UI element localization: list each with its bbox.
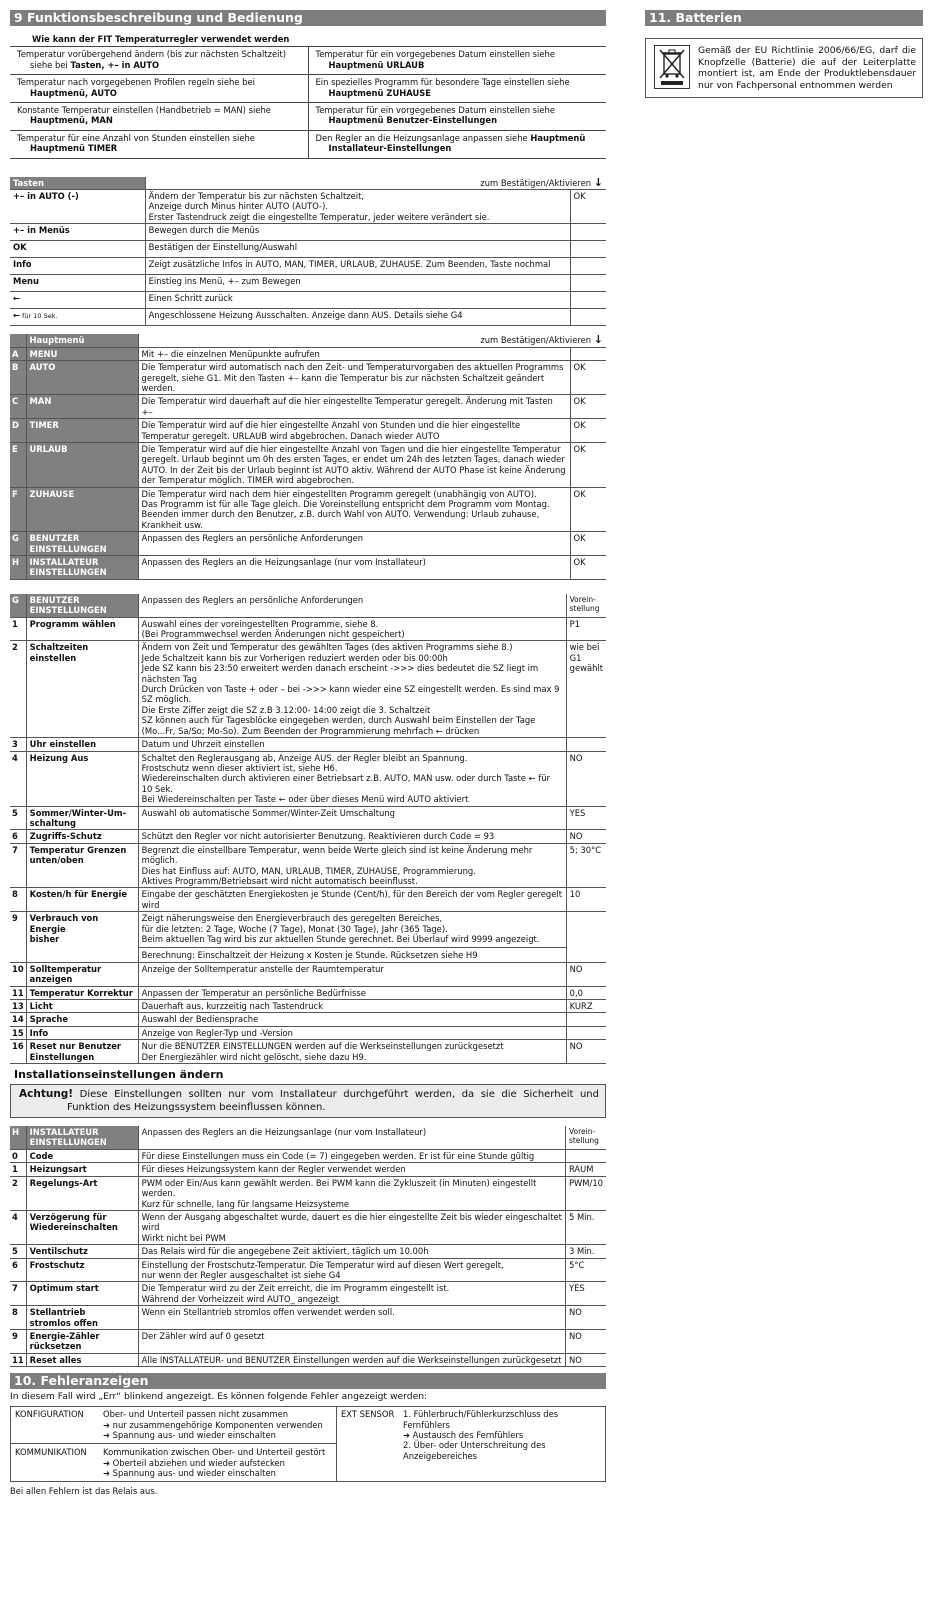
key-description: Einstieg ins Menü, +– zum Bewegen [145, 275, 570, 292]
setting-label: Schaltzeiten einstellen [26, 641, 138, 738]
setting-description: Ändern von Zeit und Temperatur des gewählten Tages (des aktiven Programms siehe 8.) Jede Schaltzeit kann bis zur Vorherigen reduziert werden oder bis 00:00h Jede SZ kann bis 23:50 erweitert werden danach erscheint ->>> dies bedeutet die SZ liegt im nächsten Tag Durch Drücken von Taste + oder – bei ->>> kann wieder eine SZ eingestellt werden. Es sind max 9 SZ möglich. Die Erste Ziffer zeigt die SZ z.B 3.12:00- 14:00 zeigt die 3. Schaltzeit SZ können auch für Tagesblöcke eingegeben werden, durch Auswahl beim Einstellen der Tage (Mo...Fr, Sa/So; Mo-So). Zum Beenden der Programmierung mehrfach ← drücken [138, 641, 566, 738]
setting-label: Optimum start [26, 1282, 138, 1306]
table-row [10, 962, 606, 986]
table-row [10, 395, 606, 419]
setting-description: Wenn ein Stellantrieb stromlos offen verwendet werden soll. [138, 1306, 565, 1330]
right-column [645, 10, 923, 98]
table-row [10, 442, 606, 487]
menu-letter: D [10, 419, 26, 443]
key-label: ← [10, 292, 145, 309]
menu-label: URLAUB [26, 442, 138, 487]
setting-label: Solltemperatur anzeigen [26, 962, 138, 986]
tasten-header: Tasten [10, 177, 145, 190]
left-column [10, 10, 606, 1496]
error-footnote: Bei allen Fehlern ist das Relais aus. [10, 1485, 158, 1496]
setting-label: Code [26, 1149, 138, 1162]
install-title: Installationseinstellungen ändern [14, 1068, 224, 1082]
menu-label: BENUTZER EINSTELLUNGEN [26, 532, 138, 556]
menu-description: Die Temperatur wird auf die hier eingestellte Anzahl von Stunden und die hier eingestellte Temperatur geregelt. URLAUB wird abgebrochen. Danach wieder AUTO [138, 419, 570, 443]
intro-cell: Temperatur für ein vorgegebenes Datum einstellen siehe Hauptmenü Benutzer-Einstellungen [308, 103, 606, 131]
tasten-confirm: zum Bestätigen/Aktivieren ↓ [145, 177, 606, 190]
key-label: +– in AUTO (-) [10, 190, 145, 224]
setting-label: Programm wählen [26, 617, 138, 641]
setting-description: Dauerhaft aus, kurzzeitig nach Tastendruck [138, 1000, 566, 1013]
setting-label: Info [26, 1026, 138, 1039]
setting-default: 5°C [565, 1258, 606, 1282]
table-row [10, 1353, 606, 1366]
setting-label: Reset alles [26, 1353, 138, 1366]
section-label: BENUTZER EINSTELLUNGEN [26, 594, 138, 617]
key-default [570, 309, 606, 326]
tasten-table [10, 177, 606, 327]
menu-default: OK [570, 532, 606, 556]
setting-default: wie bei G1 gewählt [566, 641, 606, 738]
error-kommunikation-desc: Kommunikation zwischen Ober- und Unterteil gestört ➜ Oberteil abziehen und wieder aufstecken ➜ Spannung aus- und wieder einschalten [103, 1447, 326, 1479]
setting-label: Uhr einstellen [26, 738, 138, 751]
menu-letter: F [10, 487, 26, 532]
setting-number: 4 [10, 1210, 26, 1244]
setting-default: 5; 30°C [566, 843, 606, 888]
error-ext-sensor-desc: 1. Fühlerbruch/Fühlerkurzschluss des Fernfühlers ➜ Austausch des Fernfühlers 2. Über- oder Unterschreitung des Anzeigebereiches [403, 1409, 559, 1461]
error-intro: In diesem Fall wird „Err“ blinkend angezeigt. Es können folgende Fehler angezeigt werden: [10, 1391, 428, 1403]
setting-label: Temperatur Korrektur [26, 986, 138, 999]
setting-default [566, 738, 606, 751]
setting-number: 3 [10, 738, 26, 751]
setting-description: Auswahl eines der voreingestellten Programme, siehe 8. (Bei Programmwechsel werden Änderungen nicht gespeichert) [138, 617, 566, 641]
setting-label: Zugriffs-Schutz [26, 830, 138, 843]
setting-number: 0 [10, 1149, 26, 1162]
menu-default [570, 347, 606, 360]
setting-default [566, 1013, 606, 1026]
setting-description: Anzeige von Regler-Typ und -Version [138, 1026, 566, 1039]
table-row [10, 1282, 606, 1306]
key-default [570, 292, 606, 309]
battery-text: Gemäß der EU Richtlinie 2006/66/EG, darf die Knopfzelle (Batterie) die auf der Leiterplatte montiert ist, am Ende der Produktlebensdauer nur von Fachpersonal entnommen werden [698, 45, 916, 91]
key-default [570, 258, 606, 275]
setting-number: 16 [10, 1040, 26, 1064]
table-header-row [10, 594, 606, 617]
setting-description: Für dieses Heizungssystem kann der Regler verwendet werden [138, 1163, 565, 1176]
intro-cell: Temperatur für ein vorgegebenes Datum einstellen siehe Hauptmenü URLAUB [308, 47, 606, 75]
menu-description: Die Temperatur wird auf die hier eingestellte Anzahl von Tagen und die hier eingestellte Temperatur geregelt. Urlaub beginnt um 0h des ersten Tages, er endet um 24h des letzten Tages, danach wieder AUTO. In der Zeit bis der Urlaub beginnt ist AUTO aktiv. Während der AUTO Phase ist keine Änderung der Temperatur möglich. TIMER wird abgebrochen. [138, 442, 570, 487]
table-row [10, 190, 606, 224]
setting-description: Die Temperatur wird zu der Zeit erreicht, die im Programm eingestellt ist. Während der Vorheizzeit wird AUTO_ angezeigt [138, 1282, 565, 1306]
menu-label: ZUHAUSE [26, 487, 138, 532]
setting-default: 10 [566, 888, 606, 912]
table-row [10, 751, 606, 806]
setting-default [566, 1026, 606, 1039]
key-label: Info [10, 258, 145, 275]
setting-description: Das Relais wird für die angegebene Zeit aktiviert, täglich um 10.00h [138, 1245, 565, 1258]
setting-description: Der Zähler wird auf 0 gesetzt [138, 1329, 565, 1353]
setting-description: Datum und Uhrzeit einstellen [138, 738, 566, 751]
menu-letter: H [10, 556, 26, 580]
setting-description: Alle INSTALLATEUR- und BENUTZER Einstellungen werden auf die Werkseinstellungen zurückgesetzt [138, 1353, 565, 1366]
setting-number: 8 [10, 888, 26, 912]
table-header-row [10, 1126, 606, 1149]
key-description: Zeigt zusätzliche Infos in AUTO, MAN, TIMER, URLAUB, ZUHAUSE. Zum Beenden, Taste nochmal [145, 258, 570, 275]
intro-table [10, 32, 606, 159]
section-letter: G [10, 594, 26, 617]
hauptmenu-header: Hauptmenü [26, 334, 138, 347]
setting-number: 1 [10, 1163, 26, 1176]
menu-label: INSTALLATEUR EINSTELLUNGEN [26, 556, 138, 580]
setting-label: Frostschutz [26, 1258, 138, 1282]
setting-default: NO [565, 1329, 606, 1353]
error-konfiguration-desc: Ober- und Unterteil passen nicht zusammen ➜ nur zusammengehörige Komponenten verwenden ➜ Spannung aus- und wieder einschalten [103, 1409, 323, 1440]
table-row [10, 888, 606, 912]
setting-label: Energie-Zähler rücksetzen [26, 1329, 138, 1353]
setting-description: Schaltet den Reglerausgang ab, Anzeige AUS. der Regler bleibt an Spannung. Frostschutz wenn dieser aktiviert ist, siehe H6. Wiedereinschalten durch aktivieren einer Betriebsart z.B. AUTO, MAN usw. oder durch Taste ← für 10 Sek. Bei Wiedereinschalten per Taste ← oder über dieses Menü wird AUTO aktiviert [138, 751, 566, 806]
menu-default: OK [570, 556, 606, 580]
setting-number: 14 [10, 1013, 26, 1026]
table-row [10, 830, 606, 843]
table-row [10, 275, 606, 292]
menu-default: OK [570, 361, 606, 395]
menu-label: MAN [26, 395, 138, 419]
setting-description: Anzeige der Solltemperatur anstelle der Raumtemperatur [138, 962, 566, 986]
setting-number: 2 [10, 641, 26, 738]
setting-description: Eingabe der geschätzten Energiekosten je Stunde (Cent/h), für den Bereich der vom Regler geregelt wird [138, 888, 566, 912]
setting-default: NO [566, 751, 606, 806]
table-row [10, 1013, 606, 1026]
setting-default: NO [566, 962, 606, 986]
setting-default [566, 912, 606, 963]
key-label: ← für 10 Sek. [10, 309, 145, 326]
table-row [10, 1163, 606, 1176]
setting-number: 2 [10, 1176, 26, 1210]
table-row [10, 1000, 606, 1013]
key-description: Bestätigen der Einstellung/Auswahl [145, 241, 570, 258]
menu-letter: A [10, 347, 26, 360]
intro-cell: Den Regler an die Heizungsanlage anpassen siehe Hauptmenü Installateur-Einstellungen [308, 130, 606, 158]
setting-description: Zeigt näherungsweise den Energieverbrauch des geregelten Bereiches, für die letzten: 2 Tage, Woche (7 Tage), Monat (30 Tage), Jahr (365 Tage). Beim aktuellen Tag wird bis zur aktuellen Stunde gerechnet. Bei Überlauf wird 9999 angezeigt. Berechnung: Einschaltzeit der Heizung x Kosten je Stunde. Rücksetzen siehe H9 [138, 912, 566, 963]
intro-title: Wie kann der FIT Temperaturregler verwendet werden [10, 32, 606, 47]
setting-default: RAUM [565, 1163, 606, 1176]
warning-label: Achtung! [19, 1088, 74, 1101]
table-row [10, 532, 606, 556]
setting-number: 7 [10, 843, 26, 888]
setting-description: Wenn der Ausgang abgeschaltet wurde, dauert es die hier eingestellte Zeit bis wieder eingeschaltet wird Wirkt nicht bei PWM [138, 1210, 565, 1244]
table-row [10, 843, 606, 888]
table-row [10, 912, 606, 963]
key-default [570, 224, 606, 241]
section-letter: H [10, 1126, 26, 1149]
setting-label: Temperatur Grenzen unten/oben [26, 843, 138, 888]
table-row [10, 556, 606, 580]
hauptmenu-table [10, 334, 606, 580]
setting-number: 15 [10, 1026, 26, 1039]
setting-default: NO [566, 830, 606, 843]
error-konfiguration: KONFIGURATION [15, 1409, 84, 1420]
arrow-down-icon: ↓ [593, 333, 603, 347]
table-row [10, 1329, 606, 1353]
setting-number: 8 [10, 1306, 26, 1330]
setting-number: 4 [10, 751, 26, 806]
setting-number: 6 [10, 1258, 26, 1282]
setting-default: 0,0 [566, 986, 606, 999]
error-table [10, 1406, 606, 1481]
table-row [10, 617, 606, 641]
table-row [10, 361, 606, 395]
setting-label: Verbrauch von Energie bisher [26, 912, 138, 963]
arrow-down-icon: ↓ [593, 175, 603, 189]
table-row [10, 986, 606, 999]
installateur-table [10, 1126, 606, 1367]
table-row [10, 1210, 606, 1244]
menu-letter: G [10, 532, 26, 556]
setting-description: PWM oder Ein/Aus kann gewählt werden. Bei PWM kann die Zykluszeit (in Minuten) eingestellt werden. Kurz für schnelle, lang für langsame Heizsysteme [138, 1176, 565, 1210]
intro-cell: Temperatur nach vorgegebenen Profilen regeln siehe bei Hauptmenü, AUTO [10, 75, 308, 103]
setting-label: Heizung Aus [26, 751, 138, 806]
error-kommunikation: KOMMUNIKATION [15, 1447, 87, 1458]
setting-number: 13 [10, 1000, 26, 1013]
intro-cell: Ein spezielles Programm für besondere Tage einstellen siehe Hauptmenü ZUHAUSE [308, 75, 606, 103]
setting-label: Kosten/h für Energie [26, 888, 138, 912]
setting-label: Reset nur Benutzer Einstellungen [26, 1040, 138, 1064]
section-description: Anpassen des Reglers an die Heizungsanlage (nur vom Installateur) [138, 1126, 565, 1149]
table-row [10, 258, 606, 275]
table-row [10, 738, 606, 751]
setting-default: 3 Min. [565, 1245, 606, 1258]
setting-label: Heizungsart [26, 1163, 138, 1176]
section-default-header: Vorein- stellung [566, 594, 606, 617]
key-description: Einen Schritt zurück [145, 292, 570, 309]
table-row [10, 224, 606, 241]
setting-default: PWM/10 [565, 1176, 606, 1210]
setting-number: 7 [10, 1282, 26, 1306]
setting-number: 9 [10, 912, 26, 963]
table-row [10, 347, 606, 360]
table-row [10, 241, 606, 258]
section-description: Anpassen des Reglers an persönliche Anforderungen [138, 594, 566, 617]
setting-default [565, 1149, 606, 1162]
setting-description: Auswahl ob automatische Sommer/Winter-Zeit Umschaltung [138, 806, 566, 830]
key-label: Menu [10, 275, 145, 292]
key-label: OK [10, 241, 145, 258]
setting-label: Verzögerung für Wiedereinschalten [26, 1210, 138, 1244]
menu-description: Die Temperatur wird automatisch nach den Zeit- und Temperaturvorgaben des aktuellen Programms geregelt, siehe G1. Mit den Tasten +– kann die Temperatur bis zur nächsten Schaltzeit geändert werden. [138, 361, 570, 395]
setting-default: KURZ [566, 1000, 606, 1013]
crossed-bin-icon [654, 45, 690, 89]
section-label: INSTALLATEUR EINSTELLUNGEN [26, 1126, 138, 1149]
menu-label: AUTO [26, 361, 138, 395]
menu-letter: E [10, 442, 26, 487]
setting-number: 10 [10, 962, 26, 986]
key-description: Ändern der Temperatur bis zur nächsten Schaltzeit, Anzeige durch Minus hinter AUTO (AUTO-). Erster Tastendruck zeigt die eingestellte Temperatur, jeder weitere verändert sie. [145, 190, 570, 224]
setting-number: 1 [10, 617, 26, 641]
key-default [570, 241, 606, 258]
intro-cell: Konstante Temperatur einstellen (Handbetrieb = MAN) siehe Hauptmenü, MAN [10, 103, 308, 131]
setting-number: 5 [10, 806, 26, 830]
menu-default: OK [570, 487, 606, 532]
table-row [10, 641, 606, 738]
section-9-title: 9 Funktionsbeschreibung und Bedienung [10, 10, 606, 26]
menu-description: Die Temperatur wird dauerhaft auf die hier eingestellte Temperatur geregelt. Änderung mit Tasten +– [138, 395, 570, 419]
setting-default: 5 Min. [565, 1210, 606, 1244]
table-row [10, 1245, 606, 1258]
key-default: OK [570, 190, 606, 224]
setting-default: NO [565, 1353, 606, 1366]
setting-number: 11 [10, 986, 26, 999]
setting-description: Auswahl der Bediensprache [138, 1013, 566, 1026]
key-label: +– in Menüs [10, 224, 145, 241]
table-row [10, 292, 606, 309]
menu-description: Die Temperatur wird nach dem hier eingestellten Programm geregelt (unabhängig von AUTO). Das Programm ist für alle Tage gleich. Die Voreinstellung entspricht dem Programm vom Montag. Beenden immer durch den Benutzer, z.B. durch Wahl von AUTO. Verwendung: Urlaub zuhause, Krankheit usw. [138, 487, 570, 532]
setting-label: Sommer/Winter-Um- schaltung [26, 806, 138, 830]
menu-label: TIMER [26, 419, 138, 443]
error-ext-sensor: EXT SENSOR [341, 1409, 395, 1420]
menu-letter: C [10, 395, 26, 419]
menu-default: OK [570, 419, 606, 443]
key-default [570, 275, 606, 292]
table-row [10, 1026, 606, 1039]
benutzer-table [10, 594, 606, 1064]
table-row [10, 806, 606, 830]
table-row [10, 1176, 606, 1210]
section-11-title: 11. Batterien [645, 10, 923, 26]
setting-label: Regelungs-Art [26, 1176, 138, 1210]
setting-label: Licht [26, 1000, 138, 1013]
table-row [10, 1040, 606, 1064]
key-description: Bewegen durch die Menüs [145, 224, 570, 241]
section-10-title: 10. Fehleranzeigen [10, 1373, 606, 1389]
table-row [10, 419, 606, 443]
setting-default: NO [566, 1040, 606, 1064]
menu-description: Anpassen des Reglers an persönliche Anforderungen [138, 532, 570, 556]
menu-description: Mit +– die einzelnen Menüpunkte aufrufen [138, 347, 570, 360]
setting-description: Nur die BENUTZER EINSTELLUNGEN werden auf die Werkseinstellungen zurückgesetzt Der Energiezähler wird nicht gelöscht, siehe dazu H9. [138, 1040, 566, 1064]
setting-label: Ventilschutz [26, 1245, 138, 1258]
setting-default: NO [565, 1306, 606, 1330]
menu-default: OK [570, 395, 606, 419]
setting-number: 6 [10, 830, 26, 843]
table-row [10, 1258, 606, 1282]
table-row [10, 309, 606, 326]
install-warning: Achtung! Diese Einstellungen sollten nur vom Installateur durchgeführt werden, da sie die Sicherheit und Funktion des Heizungssystem beeinflussen können. [10, 1084, 606, 1118]
setting-default: YES [565, 1282, 606, 1306]
menu-letter: B [10, 361, 26, 395]
setting-description: Einstellung der Frostschutz-Temperatur. Die Temperatur wird auf diesen Wert geregelt, nur wenn der Regler ausgeschaltet ist siehe G4 [138, 1258, 565, 1282]
setting-description: Für diese Einstellungen muss ein Code (= 7) eingegeben werden. Er ist für eine Stunde gültig [138, 1149, 565, 1162]
setting-number: 9 [10, 1329, 26, 1353]
setting-default: YES [566, 806, 606, 830]
menu-description: Anpassen des Reglers an die Heizungsanlage (nur vom Installateur) [138, 556, 570, 580]
key-description: Angeschlossene Heizung Ausschalten. Anzeige dann AUS. Details siehe G4 [145, 309, 570, 326]
table-row [10, 1149, 606, 1162]
setting-label: Sprache [26, 1013, 138, 1026]
intro-cell: Temperatur vorübergehend ändern (bis zur nächsten Schaltzeit) siehe bei Tasten, +– in AUTO [10, 47, 308, 75]
section-default-header: Vorein- stellung [565, 1126, 606, 1149]
setting-number: 11 [10, 1353, 26, 1366]
intro-cell: Temperatur für eine Anzahl von Stunden einstellen siehe Hauptmenü TIMER [10, 130, 308, 158]
battery-notice [645, 38, 923, 98]
setting-description: Begrenzt die einstellbare Temperatur, wenn beide Werte gleich sind ist keine Änderung mehr möglich. Dies hat Einfluss auf: AUTO, MAN, URLAUB, TIMER, ZUHAUSE, Programmierung. Aktives Programm/Betriebsart wird nicht automatisch beeinflusst. [138, 843, 566, 888]
setting-description: Anpassen der Temperatur an persönliche Bedürfnisse [138, 986, 566, 999]
setting-label: Stellantrieb stromlos offen [26, 1306, 138, 1330]
menu-default: OK [570, 442, 606, 487]
setting-number: 5 [10, 1245, 26, 1258]
table-row [10, 1306, 606, 1330]
setting-default: P1 [566, 617, 606, 641]
menu-label: MENU [26, 347, 138, 360]
setting-description: Schützt den Regler vor nicht autorisierter Benutzung. Reaktivieren durch Code = 93 [138, 830, 566, 843]
hauptmenu-confirm: zum Bestätigen/Aktivieren ↓ [138, 334, 606, 347]
table-row [10, 487, 606, 532]
